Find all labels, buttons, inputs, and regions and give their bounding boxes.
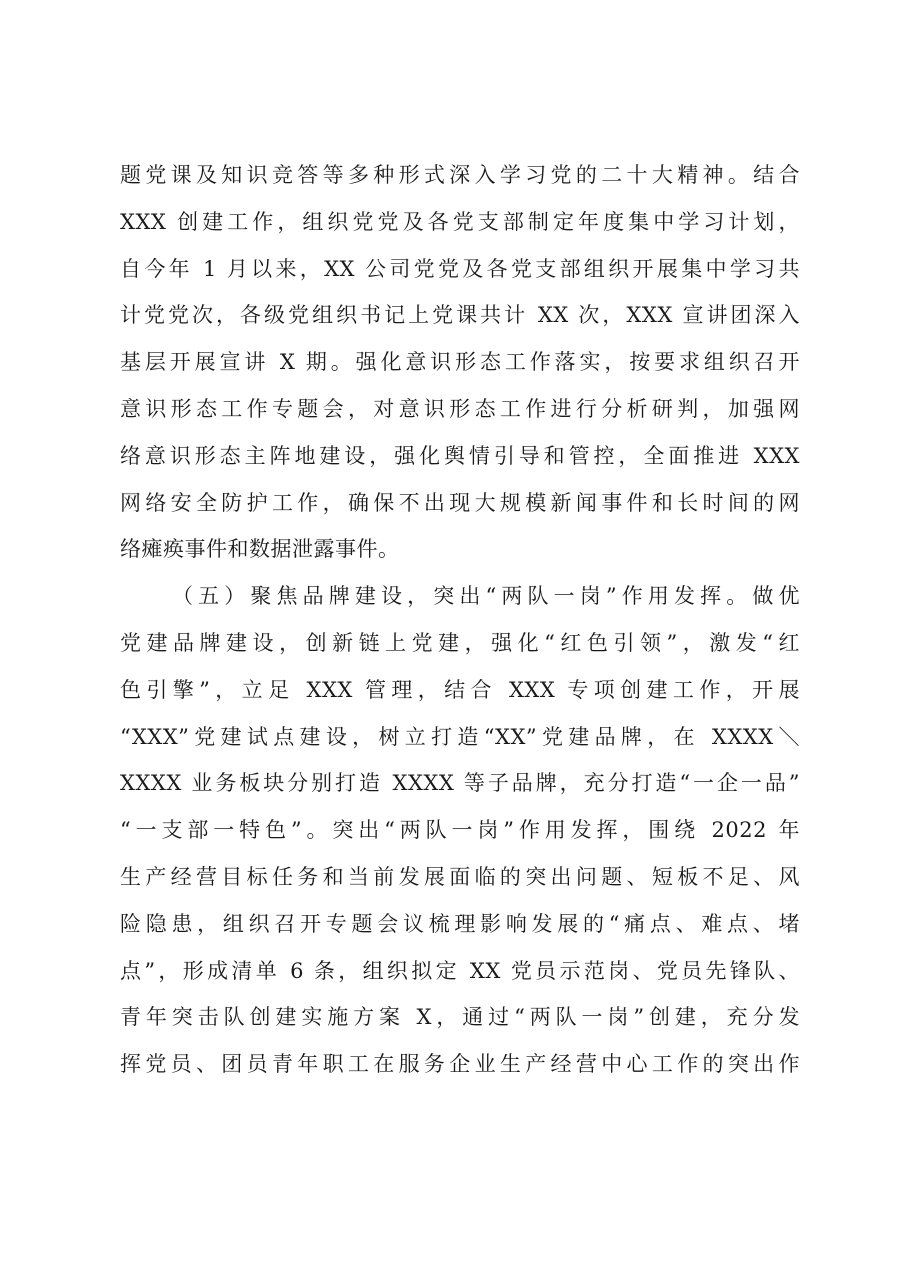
text-line: 题党课及知识竞答等多种形式深入学习党的二十大精神。结合	[120, 163, 800, 187]
text-line: 挥党员、团员青年职工在服务企业生产经营中心工作的突出作	[120, 1052, 800, 1077]
text-line: 点”，形成清单 6 条，组织拟定 XX 党员示范岗、党员先锋队、	[120, 958, 800, 983]
text-line: XXXX 业务板块分别打造 XXXX 等子品牌，充分打造“一企一品”	[120, 771, 800, 796]
text-line: 意识形态工作专题会，对意识形态工作进行分析研判，加强网	[120, 396, 800, 421]
paragraph-end-line: 络瘫痪事件和数据泄露事件。	[120, 537, 400, 562]
text-line: “一支部一特色”。突出“两队一岗”作用发挥，围绕 2022 年	[120, 818, 800, 843]
text-line: 生产经营目标任务和当前发展面临的突出问题、短板不足、风	[120, 864, 800, 889]
section-heading-line: （五）聚焦品牌建设，突出“两队一岗”作用发挥。做优	[172, 584, 800, 609]
text-line: 基层开展宣讲 X 期。强化意识形态工作落实，按要求组织召开	[120, 350, 800, 375]
text-line: 络意识形态主阵地建设，强化舆情引导和管控，全面推进 XXX	[120, 443, 800, 468]
text-line: 色引擎”，立足 XXX 管理，结合 XXX 专项创建工作，开展	[120, 677, 800, 702]
body-text	[120, 152, 800, 1088]
text-line: 青年突击队创建实施方案 X，通过“两队一岗”创建，充分发	[120, 1005, 800, 1030]
text-line: XXX 创建工作，组织党党及各党支部制定年度集中学习计划，	[120, 209, 800, 234]
text-line: 网络安全防护工作，确保不出现大规模新闻事件和长时间的网	[120, 490, 800, 515]
text-line: “XXX”党建试点建设，树立打造“XX”党建品牌，在 XXXX＼	[120, 724, 800, 749]
text-line: 党建品牌建设，创新链上党建，强化“红色引领”，激发“红	[120, 630, 800, 655]
text-line: 险隐患，组织召开专题会议梳理影响发展的“痛点、难点、堵	[120, 911, 800, 936]
text-line: 计党党次，各级党组织书记上党课共计 XX 次，XXX 宣讲团深入	[120, 303, 800, 328]
text-line: 自今年 1 月以来，XX 公司党党及各党支部组织开展集中学习共	[120, 256, 800, 281]
